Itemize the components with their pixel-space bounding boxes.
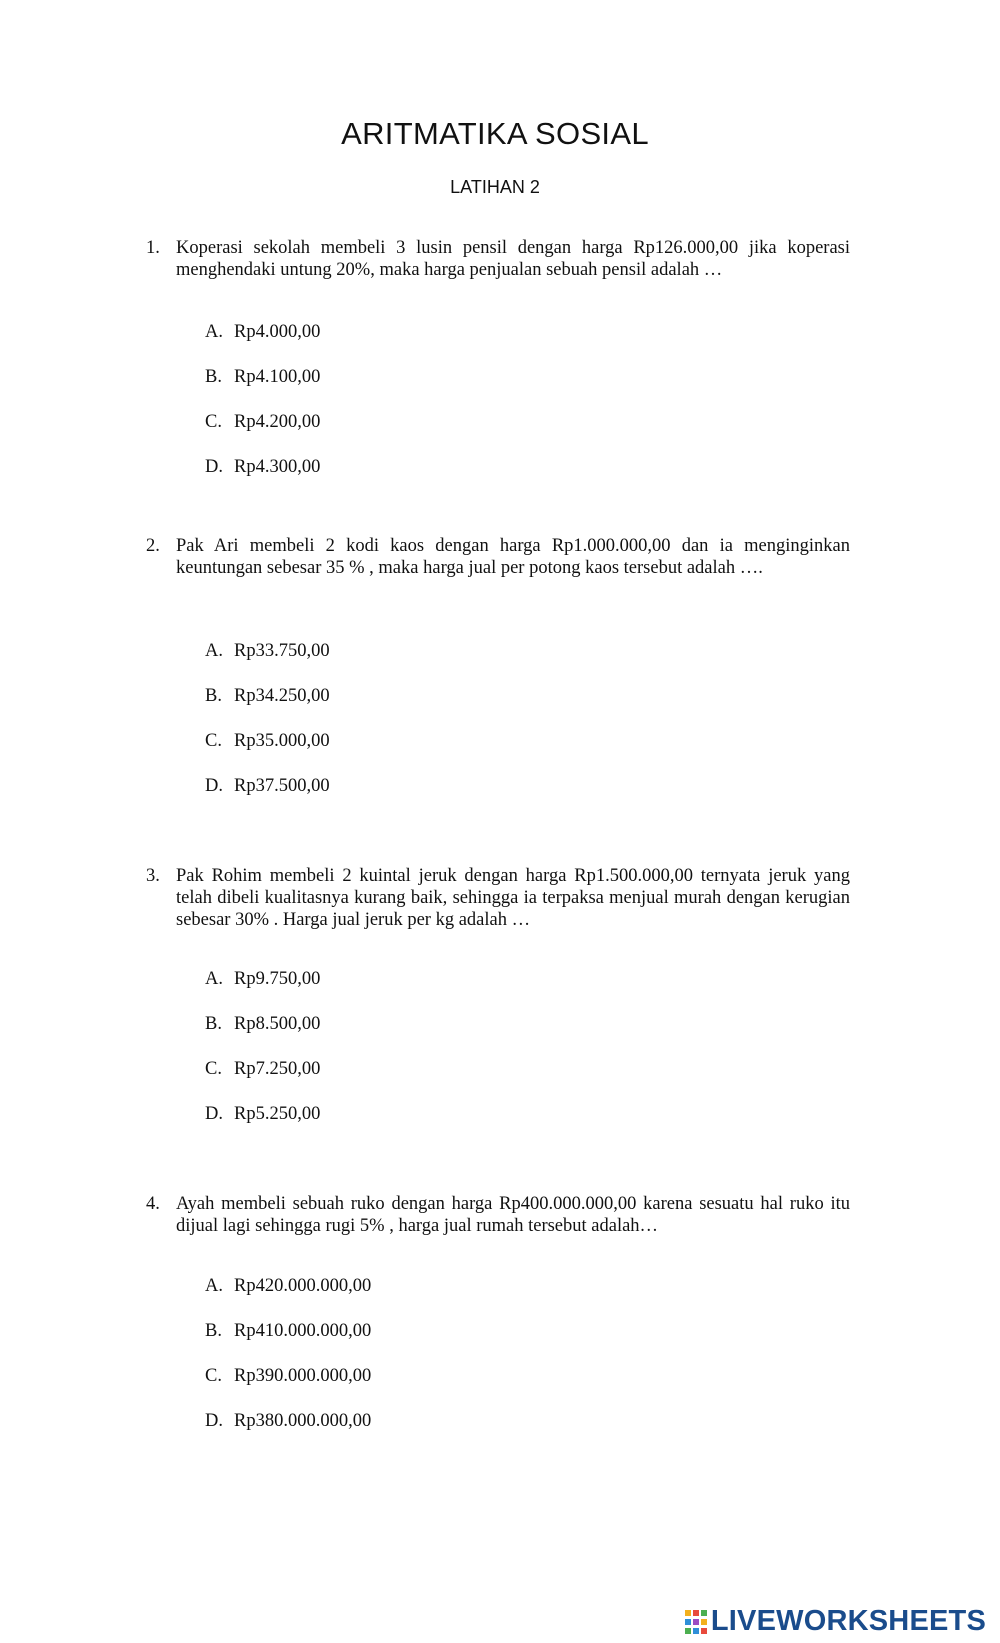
option-letter: A. <box>205 969 223 989</box>
option-a[interactable] <box>205 640 330 685</box>
page-subtitle: LATIHAN 2 <box>450 177 540 197</box>
option-letter: B. <box>205 1014 222 1034</box>
option-value: Rp9.750,00 <box>234 969 321 989</box>
option-d[interactable] <box>205 775 330 820</box>
option-b[interactable] <box>205 366 320 411</box>
option-value: Rp34.250,00 <box>234 686 330 706</box>
option-value: Rp410.000.000,00 <box>234 1321 372 1341</box>
option-b[interactable] <box>205 1013 320 1058</box>
option-letter: B. <box>205 367 222 387</box>
liveworksheets-logo-icon <box>685 1610 707 1634</box>
option-value: Rp390.000.000,00 <box>234 1366 372 1386</box>
options-question-3 <box>205 968 320 1148</box>
option-d[interactable] <box>205 1410 371 1455</box>
watermark-text: LIVEWORKSHEETS <box>710 1605 986 1637</box>
option-d[interactable] <box>205 1103 320 1148</box>
option-b[interactable] <box>205 1320 371 1365</box>
question-number: 3. <box>146 866 160 886</box>
options-question-1 <box>205 321 320 501</box>
option-letter: C. <box>205 412 222 432</box>
option-letter: A. <box>205 1276 223 1296</box>
option-letter: D. <box>205 1411 223 1431</box>
option-value: Rp8.500,00 <box>234 1014 321 1034</box>
option-value: Rp380.000.000,00 <box>234 1411 372 1431</box>
question-4 <box>146 1193 850 1237</box>
question-2 <box>146 535 850 579</box>
option-letter: A. <box>205 641 223 661</box>
option-c[interactable] <box>205 730 330 775</box>
option-c[interactable] <box>205 1058 320 1103</box>
question-number: 1. <box>146 238 160 258</box>
option-letter: A. <box>205 322 223 342</box>
option-letter: C. <box>205 1059 222 1079</box>
option-b[interactable] <box>205 685 330 730</box>
page-title: ARITMATIKA SOSIAL <box>341 116 649 151</box>
option-value: Rp4.200,00 <box>234 412 321 432</box>
option-c[interactable] <box>205 411 320 456</box>
question-1 <box>146 237 850 281</box>
question-text: Ayah membeli sebuah ruko dengan harga Rp400.000.000,00 karena sesuatu hal ruko itu dijual lagi sehingga rugi 5% , harga jual rumah tersebut adalah… <box>176 1194 850 1236</box>
option-c[interactable] <box>205 1365 371 1410</box>
option-letter: D. <box>205 1104 223 1124</box>
option-d[interactable] <box>205 456 320 501</box>
option-a[interactable] <box>205 1275 371 1320</box>
option-value: Rp7.250,00 <box>234 1059 321 1079</box>
option-letter: C. <box>205 731 222 751</box>
option-value: Rp37.500,00 <box>234 776 330 796</box>
question-text: Koperasi sekolah membeli 3 lusin pensil dengan harga Rp126.000,00 jika koperasi menghendaki untung 20%, maka harga penjualan sebuah pensil adalah … <box>176 238 850 280</box>
options-question-2 <box>205 640 330 820</box>
option-value: Rp5.250,00 <box>234 1104 321 1124</box>
question-3 <box>146 865 850 931</box>
question-text: Pak Ari membeli 2 kodi kaos dengan harga Rp1.000.000,00 dan ia menginginkan keuntungan sebesar 35 % , maka harga jual per potong kaos tersebut adalah …. <box>176 536 850 578</box>
option-letter: B. <box>205 686 222 706</box>
option-a[interactable] <box>205 321 320 366</box>
option-value: Rp33.750,00 <box>234 641 330 661</box>
liveworksheets-watermark <box>685 1605 986 1638</box>
option-letter: B. <box>205 1321 222 1341</box>
option-value: Rp4.100,00 <box>234 367 321 387</box>
option-letter: C. <box>205 1366 222 1386</box>
option-value: Rp35.000,00 <box>234 731 330 751</box>
option-value: Rp4.300,00 <box>234 457 321 477</box>
options-question-4 <box>205 1275 371 1455</box>
question-number: 2. <box>146 536 160 556</box>
option-a[interactable] <box>205 968 320 1013</box>
option-letter: D. <box>205 776 223 796</box>
option-value: Rp420.000.000,00 <box>234 1276 372 1296</box>
question-text: Pak Rohim membeli 2 kuintal jeruk dengan harga Rp1.500.000,00 ternyata jeruk yang telah dibeli kualitasnya kurang baik, sehingga ia terpaksa menjual murah dengan kerugian sebesar 30% . Harga jual jeruk per kg adalah … <box>176 866 850 930</box>
option-letter: D. <box>205 457 223 477</box>
option-value: Rp4.000,00 <box>234 322 321 342</box>
question-number: 4. <box>146 1194 160 1214</box>
